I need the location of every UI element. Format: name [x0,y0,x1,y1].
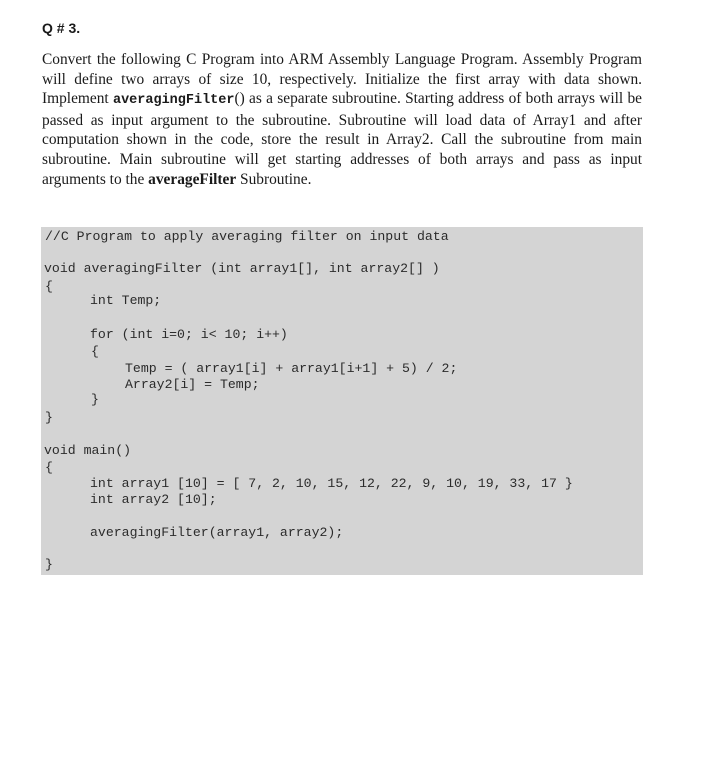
code-array1-declaration: int array1 [10] = [ 7, 2, 10, 15, 12, 22, 9, 10, 19, 33, 17 } [90,476,573,491]
code-open-brace: { [45,460,53,475]
code-close-brace: } [45,557,53,572]
code-open-brace: { [91,344,99,359]
function-name: averagingFilter [112,93,235,109]
code-array2-declaration: int array2 [10]; [90,492,217,507]
code-temp-assignment: Temp = ( array1[i] + array1[i+1] + 5) / 2; [125,361,458,376]
code-block [41,227,643,575]
code-filter-signature: void averagingFilter (int array1[], int array2[] ) [44,261,440,276]
code-main-signature: void main() [44,443,132,458]
code-close-brace: } [91,392,99,407]
question-paragraph [42,50,642,189]
code-comment: //C Program to apply averaging filter on input data [45,229,449,244]
paragraph-text-3: Subroutine. [236,170,312,188]
code-temp-declaration: int Temp; [90,293,162,308]
paragraph-text-1: Convert the following C Program into ARM Assembly Language Program. Assembly Program will define two arrays of size 10, respectively. Initialize the first array with data shown. Implement [42,51,642,108]
paragraph-text-2: () as a separate subroutine. Starting address of both arrays will be passed as input argument to the subroutine. Subroutine will load data of Array1 and after computation shown in the code, store the result in Array2. Call the subroutine from main subroutine. Main subroutine will get starting addresses of both arrays and pass as input arguments to the [42,90,642,188]
code-open-brace: { [45,279,53,294]
code-for-loop: for (int i=0; i< 10; i++) [90,327,288,342]
code-function-call: averagingFilter(array1, array2); [90,525,344,540]
code-array2-assignment: Array2[i] = Temp; [125,377,260,392]
subroutine-name: averageFilter [148,170,237,188]
code-close-brace: } [45,410,53,425]
question-number: Q # 3. [42,20,81,36]
